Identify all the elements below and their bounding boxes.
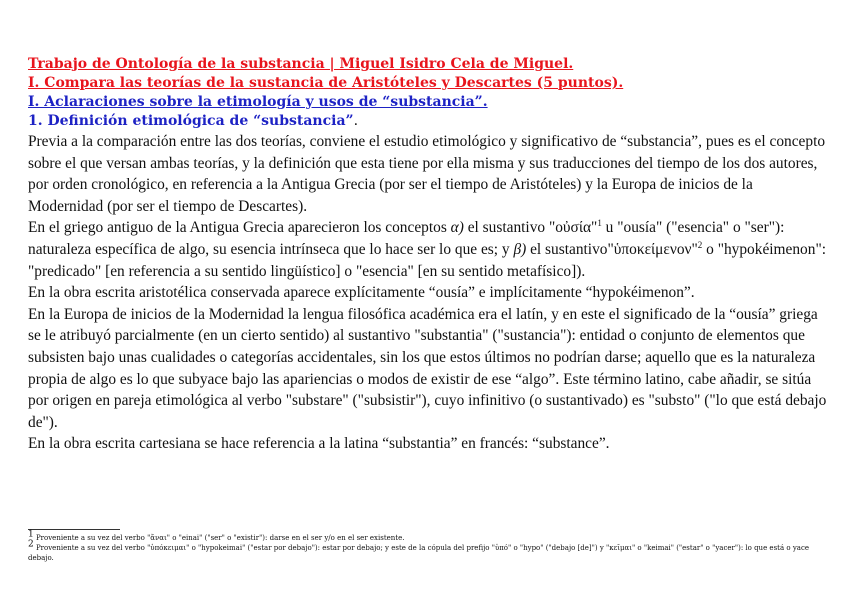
section-subheading: I. Aclaraciones sobre la etimología y usos de “substancia”. xyxy=(28,94,488,110)
subsection-heading-period: . xyxy=(353,113,359,129)
footnote-ref-1[interactable]: 1 xyxy=(597,218,602,229)
paragraph-greek-text-b: el sustantivo "οὐσία" xyxy=(463,219,598,237)
paragraph-greek xyxy=(28,217,828,282)
footnote-2 xyxy=(28,539,828,563)
footnote-1 xyxy=(28,529,828,543)
document-title: Trabajo de Ontología de la substancia | Miguel Isidro Cela de Miguel. xyxy=(28,56,574,72)
document-page xyxy=(28,55,828,455)
footnote-2-number: 2 xyxy=(28,539,34,550)
subsection-heading xyxy=(28,112,828,131)
document-body xyxy=(28,131,828,455)
section-heading: I. Compara las teorías de la sustancia de Aristóteles y Descartes (5 puntos). xyxy=(28,75,624,91)
paragraph-greek-text-a: En el griego antiguo de la Antigua Grecia aparecieron los conceptos xyxy=(28,219,451,237)
paragraph-aristotle: En la obra escrita aristotélica conservada aparece explícitamente “ousía” e implícitamente “hypokéimenon”. xyxy=(28,284,695,302)
paragraph-latin: En la Europa de inicios de la Modernidad la lengua filosófica académica era el latín, y en este el significado de la “ousía” griega se le atribuyó parcialmente (en un cierto sentido) al sustantivo "substantia" ("sustancia"): entidad o conjunto de elementos que subsisten bajo unas cualidades o categorías accidentales, sin los que estos últimos no podrían darse; aquello que es la naturaleza propia de algo es lo que subyace bajo las apariencias o modos de existir de ese “algo”. Este término latino, cabe añadir, se sitúa por origen en pareja etimológica al verbo "substare" ("subsistir"), cuyo infinitivo (o sustantivado) es "substo" ("lo que está debajo de"). xyxy=(28,305,827,431)
footnote-separator xyxy=(28,529,120,530)
enum-beta: β) xyxy=(513,240,527,258)
footnote-ref-2[interactable]: 2 xyxy=(697,239,703,250)
subsection-heading-text: 1. Definición etimológica de “substancia” xyxy=(28,113,354,129)
paragraph-greek-text-d: el sustantivo"ὑποκείμενον" xyxy=(526,240,698,258)
footnote-1-number: 1 xyxy=(28,529,34,540)
footnote-2-text: Proveniente a su vez del verbo "ὑπόκειμαι" o "hypokeimai" ("estar por debajo"): estar por debajo; y este de la cópula del prefijo "ὑπό" o "hypo" ("debajo [de]") y "κεῖμαι" o "keimai" ("estar" o "yacer"): lo que está o yace debajo. xyxy=(28,544,810,562)
paragraph-intro: Previa a la comparación entre las dos teorías, conviene el estudio etimológico y significativo de “substancia”, pues es el concepto sobre el que versan ambas teorías, y la definición que esta tiene por ella misma y sus traducciones del tiempo de los dos autores, por orden cronológico, en referencia a la Antigua Grecia (por ser el tiempo de Aristóteles) y la Europa de inicios de la Modernidad (por ser el tiempo de Descartes). xyxy=(28,133,826,215)
paragraph-greek-text-c: u "ousía" ("esencia" o "ser"): naturaleza específica de algo, su esencia intrínseca que lo hace ser lo que es; y xyxy=(28,219,785,258)
paragraph-greek-text-e: o "hypokéimenon": "predicado" [en referencia a su sentido lingüístico] o "esencia" [en su sentido metafísico]). xyxy=(28,240,827,280)
enum-alpha: α) xyxy=(450,219,464,237)
paragraph-descartes: En la obra escrita cartesiana se hace referencia a la latina “substantia” en francés: “substance”. xyxy=(28,435,610,453)
footnote-1-text: Proveniente a su vez del verbo "ἄναι" o "einai" ("ser" o "existir"): darse en el ser y/o en el ser existente. xyxy=(33,534,405,542)
